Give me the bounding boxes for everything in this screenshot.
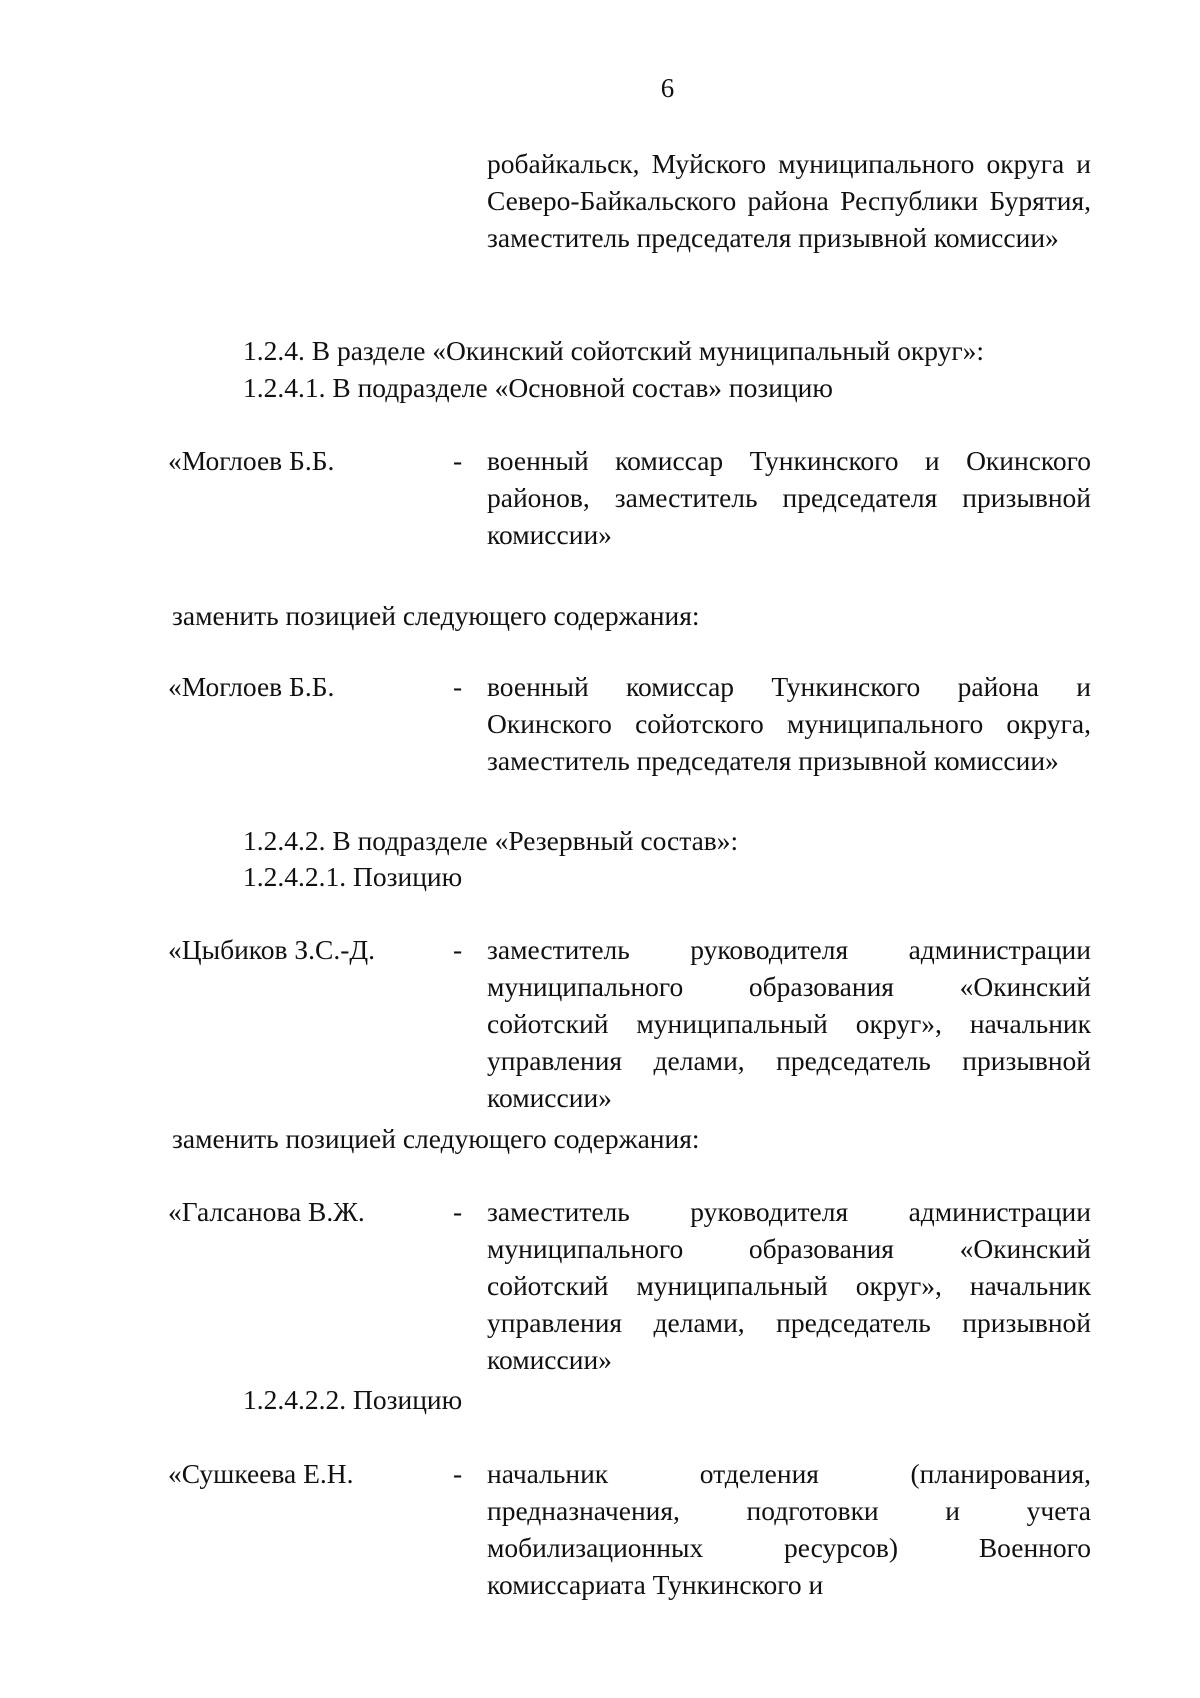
entry-name: «Сушкеева Е.Н. [168, 1458, 354, 1489]
subsection-reserve-composition: 1.2.4.2. В подразделе «Резервный состав»: [243, 825, 739, 856]
entry-dash: - [453, 934, 463, 965]
entry-description: заместитель руководителя администрации муниципального образования «Окинский сойотский муниципальный округ», начальник управления делами, председатель призывной комиссии» [487, 1196, 1091, 1375]
continuation-text: робайкальск, Муйского муниципального округа и Северо-Байкальского района Республики Бурятия, заместитель председателя призывной комиссии» [487, 148, 1091, 253]
subsection-main-composition: 1.2.4.1. В подразделе «Основной состав» позицию [243, 372, 833, 403]
entry-name: «Галсанова В.Ж. [168, 1196, 365, 1227]
replace-instruction: заменить позицией следующего содержания: [172, 600, 700, 631]
section-heading: 1.2.4. В разделе «Окинский сойотский муниципальный округ»: [243, 335, 985, 366]
subsection-item-2: 1.2.4.2.2. Позицию [243, 1384, 463, 1415]
entry-name: «Моглоев Б.Б. [168, 671, 335, 702]
entry-description: военный комиссар Тункинского района и Окинского сойотского муниципального округа, заместитель председателя призывной комиссии» [487, 671, 1091, 776]
entry-dash: - [453, 1196, 463, 1227]
page-number: 6 [660, 73, 675, 103]
entry-description: начальник отделения (планирования, предназначения, подготовки и учета мобилизационных ресурсов) Военного комиссариата Тункинского и [487, 1458, 1091, 1600]
entry-name: «Моглоев Б.Б. [168, 445, 335, 476]
subsection-item-1: 1.2.4.2.1. Позицию [243, 861, 463, 892]
entry-dash: - [453, 445, 463, 476]
entry-description: заместитель руководителя администрации муниципального образования «Окинский сойотский муниципальный округ», начальник управления делами, председатель призывной комиссии» [487, 934, 1091, 1113]
entry-description: военный комиссар Тункинского и Окинского районов, заместитель председателя призывной комиссии» [487, 445, 1091, 550]
replace-instruction: заменить позицией следующего содержания: [172, 1123, 700, 1154]
entry-dash: - [453, 1458, 463, 1489]
entry-dash: - [453, 671, 463, 702]
entry-name: «Цыбиков З.С.-Д. [168, 934, 376, 965]
